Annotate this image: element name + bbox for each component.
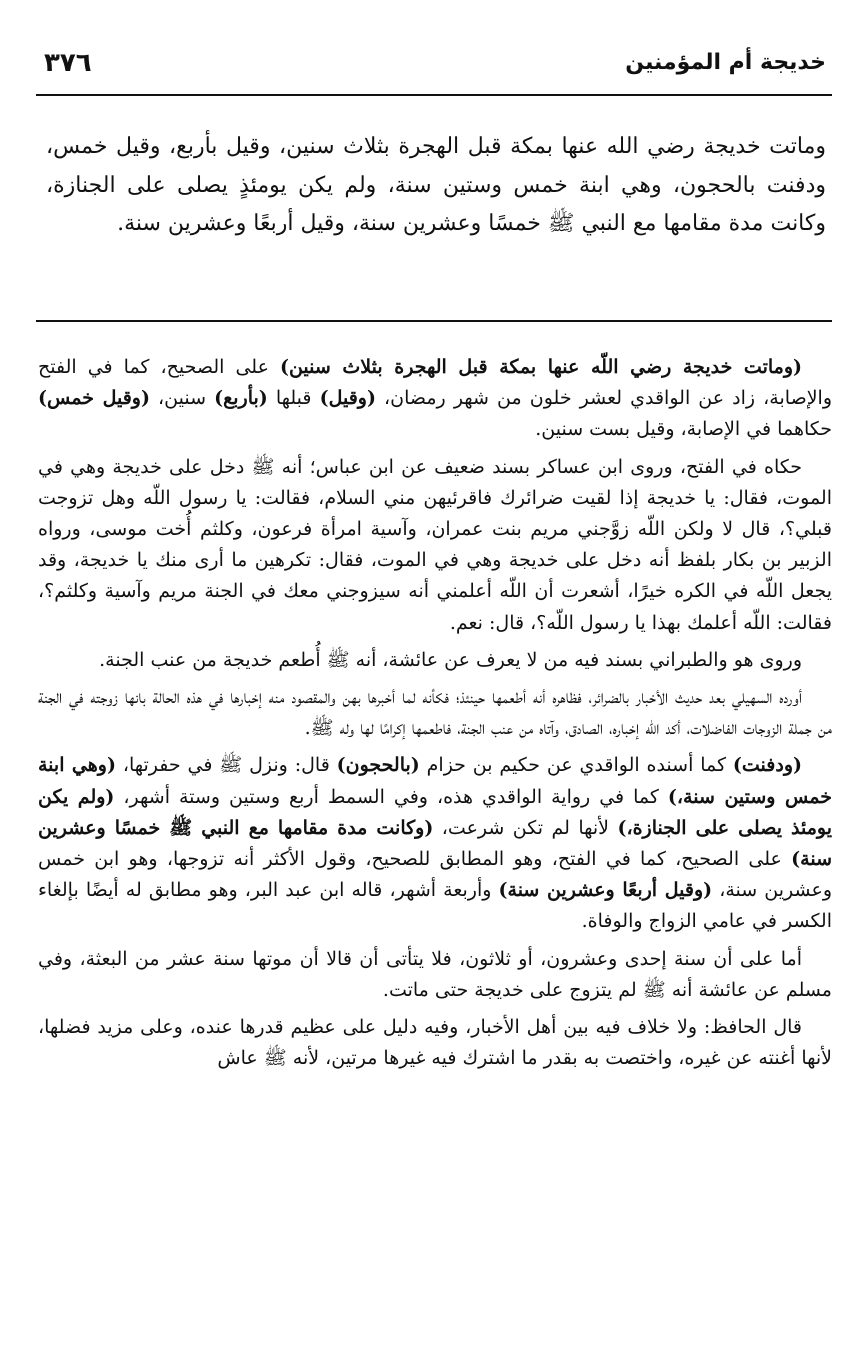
quoted-phrase: (ودفنت)	[732, 754, 802, 777]
commentary-text: لأنها لم تكن شرعت،	[433, 816, 618, 839]
header-rule	[36, 94, 832, 96]
running-title: خديجة أم المؤمنين	[625, 50, 826, 75]
commentary-paragraph-5	[38, 750, 832, 937]
commentary-paragraph-1	[38, 352, 832, 446]
commentary-paragraph-4: أورده السهيلي بعد حديث الأخبار بالضرائر، فظاهره أنه أطعمها حينئذ؛ فكأنه لما أخبرها بهن والمقصود منه إخبارها في هذه الحالة بانها زوجته في الجنة من جملة الزوجات الفاضلات، أكد اللّه إخباره، الصادق، وآتاه من عنب الجنة، فاطعمها إكرامًا لها وله ﷺ.	[38, 686, 832, 740]
commentary	[38, 352, 832, 1080]
commentary-text: على الصحيح، كما في الفتح والإصابة، زاد عن الواقدي لعشر خلون من شهر رمضان،	[38, 356, 832, 410]
commentary-text: وأربعة أشهر، قاله ابن عبد البر، وهو مطابق له أيضًا بإلغاء الكسر في عامي الزواج والوفاة.	[38, 879, 832, 933]
commentary-text: حكاهما في الإصابة، وقيل بست سنين.	[535, 418, 832, 441]
quoted-phrase: (بأربع)	[214, 387, 268, 410]
commentary-text: كما في رواية الواقدي هذه، وفي السمط أربع وستين وستة أشهر،	[114, 785, 668, 808]
page-number: ٣٧٦	[44, 48, 92, 78]
quoted-phrase: (وكانت مدة مقامها مع النبي ﷺ خمسًا وعشرين سنة)	[38, 816, 832, 871]
page-header	[36, 44, 832, 94]
commentary-text: كما أسنده الواقدي عن حكيم بن حزام	[419, 754, 733, 777]
commentary-paragraph-6: أما على أن سنة إحدى وعشرون، أو ثلاثون، فلا يتأتى أن قالا أن موتها سنة عشر من البعثة، وفي مسلم عن عائشة أنه ﷺ لم يتزوج على خديجة حتى ماتت.	[38, 947, 832, 1001]
quoted-phrase: (ولم يكن يومئذ يصلى على الجنازة،)	[38, 785, 832, 839]
main-text: وماتت خديجة رضي الله عنها بمكة قبل الهجرة بثلاث سنين، وقيل بأربع، وقيل خمس، ودفنت بالحجون، وهي ابنة خمس وستين سنة، ولم يكن يومئذٍ يصلى على الجنازة، وكانت مدة مقامها مع النبي ﷺ خمسًا وعشرين سنة، وقيل أربعًا وعشرين سنة.	[46, 134, 826, 236]
commentary-text: قبلها	[267, 387, 320, 410]
quoted-phrase: (وقيل)	[319, 387, 376, 410]
commentary-text: على الصحيح، كما في الفتح، وهو المطابق للصحيح، وقول الأكثر أنه تزوجها، وهو ابن خمس وعشرين سنة،	[38, 848, 833, 902]
quoted-phrase: (وقيل أربعًا وعشرين سنة)	[498, 879, 713, 902]
quoted-phrase: (وهي ابنة خمس وستين سنة،)	[38, 754, 832, 808]
commentary-paragraph-7: قال الحافظ: ولا خلاف فيه بين أهل الأخبار، وفيه دليل على عظيم قدرها عنده، وعلى مزيد فضلها، لأنها أغنته عن غيره، واختصت به بقدر ما اشترك فيه غيرها مرتين، لأنه ﷺ عاش	[38, 1016, 832, 1070]
text-divider-rule	[36, 320, 832, 322]
commentary-paragraph-3: وروى هو والطبراني بسند فيه من لا يعرف عن عائشة، أنه ﷺ أُطعم خديجة من عنب الجنة.	[99, 648, 802, 671]
quoted-phrase: (وماتت خديجة رضي اللّه عنها بمكة قبل الهجرة بثلاث سنين)	[279, 356, 803, 378]
commentary-text: سنين،	[149, 387, 215, 410]
quoted-phrase: (وقيل خمس)	[38, 387, 150, 410]
quoted-phrase: (بالحجون)	[336, 754, 420, 777]
commentary-paragraph-2: حكاه في الفتح، وروى ابن عساكر بسند ضعيف عن ابن عباس؛ أنه ﷺ دخل على خديجة وهي في الموت، فقال: يا خديجة إذا لقيت ضرائرك فاقرئيهن مني السلام، فقالت: يا رسول اللّه وهل تزوجت قبلي؟، قال لا ولكن اللّه زوَّجني مريم بنت عمران، وآسية امرأة فرعون، وكلثم أُخت موسى، ورواه الزبير بن بكار بلفظ أنه دخل على خديجة وهي في الموت، فقال: تكرهين ما أرى منك يا خديجة، وقد يجعل اللّه في الكره خيرًا، أشعرت أن اللّه أعلمني أنه سيزوجني معك في الجنة مريم وآسية وكلثم؟، فقالت: اللّه أعلمك بهذا يا رسول اللّه؟، قال: نعم.	[38, 455, 832, 634]
commentary-text: قال: ونزل ﷺ في حفرتها،	[115, 754, 337, 777]
